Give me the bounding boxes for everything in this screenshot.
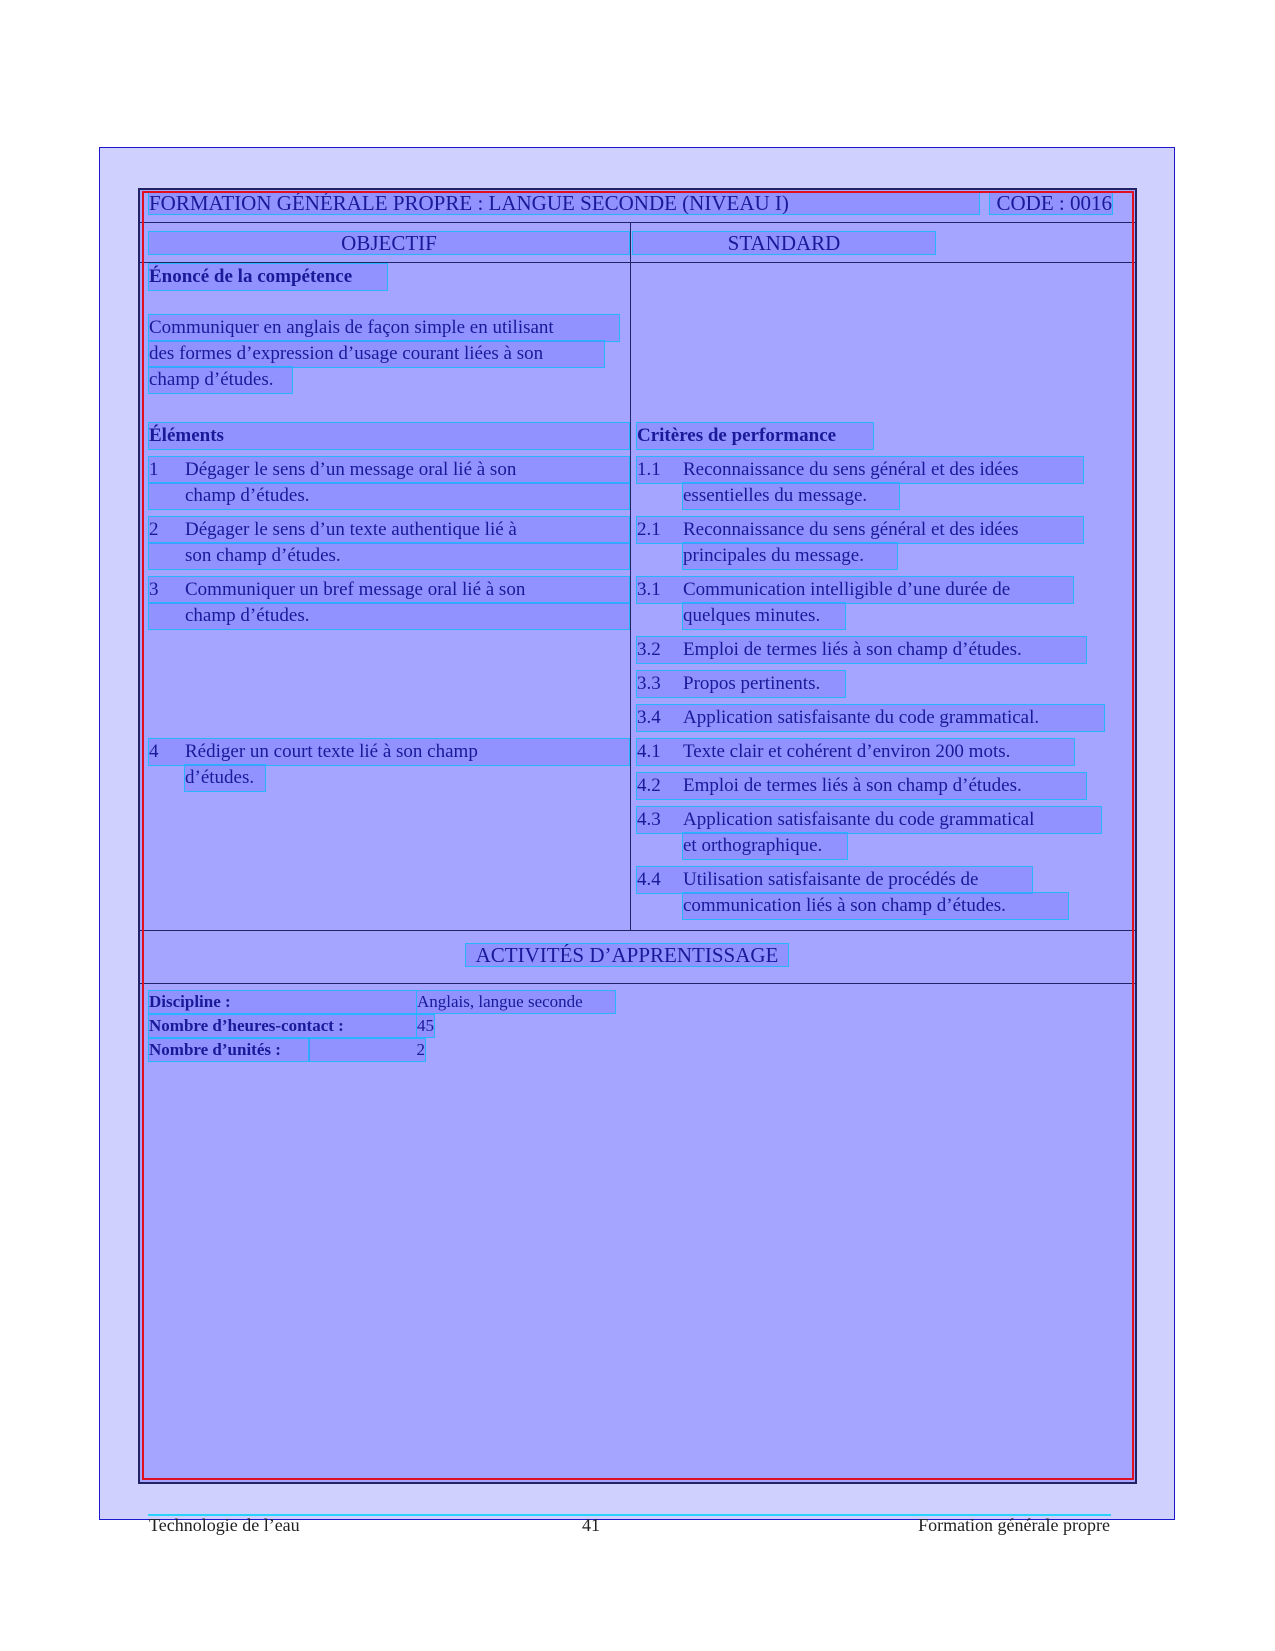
critere-text: Application satisfaisante du code grammatical <box>683 809 1035 830</box>
element-3 <box>149 577 629 603</box>
element-number: 4 <box>149 741 159 762</box>
critere-2-1 <box>637 517 1083 543</box>
element-text: Dégager le sens d’un message oral lié à son <box>185 459 517 480</box>
competence-line-2: des formes d’expression d’usage courant liées à son <box>149 341 604 367</box>
competence-line-3: champ d’études. <box>149 367 292 393</box>
critere-text: Application satisfaisante du code grammatical. <box>683 707 1040 728</box>
activities-heading: ACTIVITÉS D’APPRENTISSAGE <box>466 944 788 966</box>
critere-text: Texte clair et cohérent d’environ 200 mots. <box>683 741 1011 762</box>
critere-2-1-cont: principales du message. <box>683 543 897 569</box>
element-2-cont: son champ d’études. <box>149 543 629 569</box>
column-header-standard: STANDARD <box>633 232 935 254</box>
units-value: 2 <box>309 1039 425 1061</box>
critere-text: Communication intelligible d’une durée de <box>683 579 1011 600</box>
critere-number: 4.4 <box>637 869 661 890</box>
competence-heading: Énoncé de la compétence <box>149 264 387 290</box>
discipline-value: Anglais, langue seconde <box>417 991 615 1013</box>
critere-3-1-cont: quelques minutes. <box>683 603 845 629</box>
critere-number: 1.1 <box>637 459 661 480</box>
element-text: Dégager le sens d’un texte authentique lié à <box>185 519 517 540</box>
critere-3-3 <box>637 671 845 697</box>
footer-right-text: Formation générale propre <box>918 1515 1110 1535</box>
critere-3-4 <box>637 705 1104 731</box>
critere-number: 4.2 <box>637 775 661 796</box>
critere-number: 3.3 <box>637 673 661 694</box>
critere-3-1 <box>637 577 1073 603</box>
element-2 <box>149 517 629 543</box>
column-divider <box>630 222 631 930</box>
units-label: Nombre d’unités : <box>149 1039 309 1061</box>
critere-4-4-cont: communication liés à son champ d’études. <box>683 893 1068 919</box>
critere-number: 3.1 <box>637 579 661 600</box>
column-header-objectif: OBJECTIF <box>149 232 629 254</box>
element-number: 2 <box>149 519 159 540</box>
element-number: 3 <box>149 579 159 600</box>
critere-1-1-cont: essentielles du message. <box>683 483 899 509</box>
competence-line-1: Communiquer en anglais de façon simple en utilisant <box>149 315 619 341</box>
critere-4-2 <box>637 773 1086 799</box>
critere-number: 3.2 <box>637 639 661 660</box>
critere-text: Reconnaissance du sens général et des idées <box>683 459 1019 480</box>
page-number: 41 <box>582 1515 600 1535</box>
footer-left-text: Technologie de l’eau <box>149 1515 300 1535</box>
element-number: 1 <box>149 459 159 480</box>
course-code: CODE : 0016 <box>990 192 1112 214</box>
element-text: Communiquer un bref message oral lié à son <box>185 579 526 600</box>
critere-text: Propos pertinents. <box>683 673 821 694</box>
critere-text: Reconnaissance du sens général et des idées <box>683 519 1019 540</box>
critere-number: 4.1 <box>637 741 661 762</box>
element-1-cont: champ d’études. <box>149 483 629 509</box>
elements-heading: Éléments <box>149 423 629 449</box>
hours-value: 45 <box>417 1016 434 1035</box>
header-divider <box>139 222 1135 223</box>
element-4-cont: d’études. <box>185 765 265 791</box>
element-text: Rédiger un court texte lié à son champ <box>185 741 478 762</box>
element-3-cont: champ d’études. <box>149 603 629 629</box>
critere-4-3-cont: et orthographique. <box>683 833 847 859</box>
element-4 <box>149 739 629 765</box>
hours-label: Nombre d’heures-contact : <box>149 1015 416 1037</box>
critere-number: 3.4 <box>637 707 661 728</box>
critere-number: 2.1 <box>637 519 661 540</box>
critere-text: Emploi de termes liés à son champ d’études. <box>683 775 1022 796</box>
critere-1-1 <box>637 457 1083 483</box>
critere-4-1 <box>637 739 1074 765</box>
critere-number: 4.3 <box>637 809 661 830</box>
critere-4-3 <box>637 807 1101 833</box>
criteres-heading: Critères de performance <box>637 423 873 449</box>
critere-text: Utilisation satisfaisante de procédés de <box>683 869 979 890</box>
discipline-label: Discipline : <box>149 991 416 1013</box>
element-1 <box>149 457 629 483</box>
critere-4-4 <box>637 867 1032 893</box>
activities-top-divider <box>139 930 1135 931</box>
activities-bottom-divider <box>139 983 1135 984</box>
critere-3-2 <box>637 637 1086 663</box>
critere-text: Emploi de termes liés à son champ d’études. <box>683 639 1022 660</box>
column-header-divider <box>139 262 1135 263</box>
document-title: FORMATION GÉNÉRALE PROPRE : LANGUE SECONDE (NIVEAU I) <box>149 192 979 214</box>
